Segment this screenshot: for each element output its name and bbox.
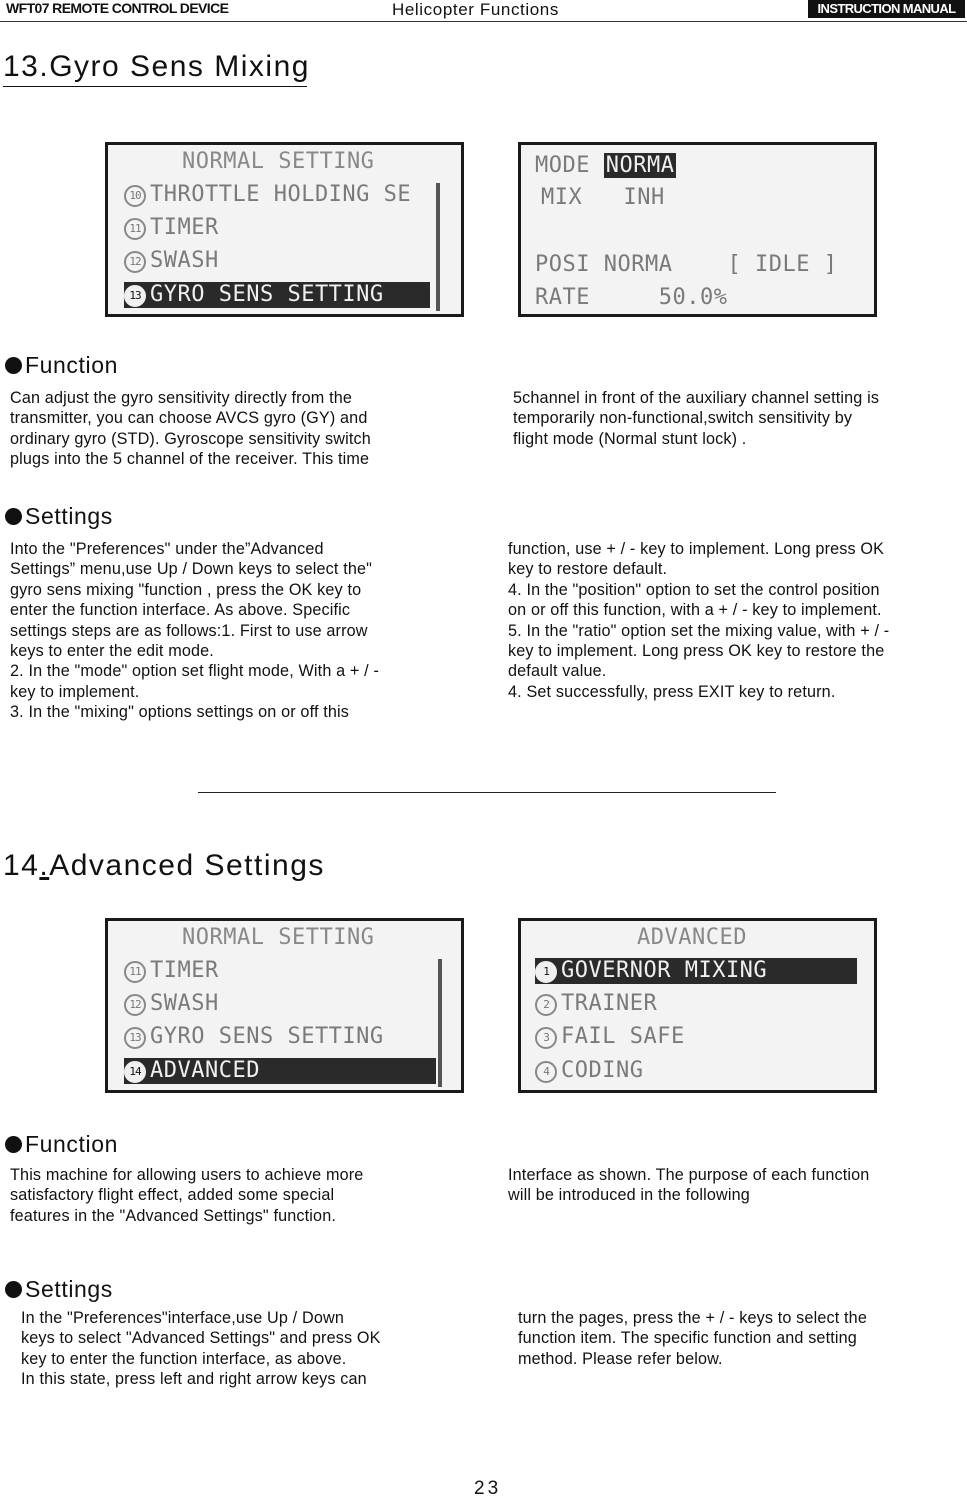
text-line: function, use + / - key to implement. Long press OK: [508, 540, 885, 558]
item-number-icon: 13: [124, 285, 146, 307]
mix-value: INH: [623, 185, 665, 210]
text-line: will be introduced in the following: [508, 1186, 750, 1205]
lcd-item-label: TIMER: [150, 215, 219, 240]
header-device-name: WFT07 REMOTE CONTROL DEVICE: [6, 0, 229, 16]
settings-text-left: [21, 1308, 381, 1390]
mode-label: MODE: [535, 153, 590, 178]
lcd-menu-item: [124, 248, 219, 274]
lcd-scrollbar: [436, 183, 440, 311]
text-line: on or off this function, with a + / - key to implement.: [508, 601, 882, 620]
text-line: function item. The specific function and setting: [518, 1329, 857, 1348]
item-number-icon: 11: [124, 961, 146, 983]
lcd-title: NORMAL SETTING: [182, 925, 375, 950]
text-line: settings steps are as follows:1. First to use arrow: [10, 621, 368, 640]
bullet-icon: [5, 1136, 22, 1153]
lcd-item-label: TRAINER: [561, 991, 658, 1016]
bracket-open: [: [727, 252, 742, 277]
mode-value: NORMA: [605, 153, 675, 178]
lcd-item-label: SWASH: [150, 991, 219, 1016]
text-line: In the "Preferences"interface,use Up / Down: [21, 1309, 344, 1327]
title-dot: .: [39, 849, 50, 882]
lcd-title: NORMAL SETTING: [182, 149, 375, 174]
settings-text-left: [10, 539, 379, 723]
function-text-left: [10, 388, 371, 470]
text-line: key to restore default.: [508, 560, 668, 579]
text-line: enter the function interface. As above. Specific: [10, 601, 351, 620]
lcd-item-label: SWASH: [150, 248, 219, 273]
lcd-rate-row: [535, 285, 727, 311]
function-text-right: [513, 388, 879, 449]
lcd-menu-item: [535, 1058, 643, 1084]
text-line: default value.: [508, 662, 607, 681]
lcd-item-label: FAIL SAFE: [561, 1024, 685, 1049]
text-line: key to enter the function interface, as above.: [21, 1349, 347, 1368]
text-line: In this state, press left and right arrow keys can: [21, 1370, 367, 1389]
posi-value: NORMA: [603, 252, 673, 277]
lcd-item-label: GOVERNOR MIXING: [561, 958, 768, 983]
text-line: 2. In the "mode" option set flight mode, With a + / -: [10, 662, 380, 681]
lcd-menu-item: [124, 215, 219, 241]
text-line: turn the pages, press the + / - keys to select the: [518, 1309, 867, 1327]
lcd-item-label: THROTTLE HOLDING SE: [150, 182, 412, 207]
text-line: This machine for allowing users to achieve more: [10, 1166, 364, 1184]
lcd-mode-row: [535, 153, 676, 179]
item-number-icon: 14: [124, 1061, 146, 1083]
text-line: 5. In the "ratio" option set the mixing value, with + / -: [508, 621, 890, 640]
item-number-icon: 4: [535, 1061, 557, 1083]
function-heading-label: Function: [25, 352, 119, 378]
text-line: Settings” menu,use Up / Down keys to select the": [10, 560, 373, 579]
item-number-icon: 1: [535, 961, 557, 983]
lcd-menu-item: [124, 991, 219, 1017]
bullet-icon: [5, 508, 22, 525]
text-line: Can adjust the gyro sensitivity directly from the: [10, 389, 353, 407]
item-number-icon: 10: [124, 185, 146, 207]
lcd-advanced-screen: [518, 918, 877, 1093]
bracket-close: ]: [823, 252, 838, 277]
text-line: ordinary gyro (STD). Gyroscope sensitivity switch: [10, 429, 371, 448]
text-line: method. Please refer below.: [518, 1349, 723, 1368]
section-13-title-underline: [3, 86, 307, 87]
item-number-icon: 3: [535, 1027, 557, 1049]
lcd-menu-item: [124, 958, 219, 984]
text-line: 5channel in front of the auxiliary channel setting is: [513, 389, 880, 407]
title-text: Advanced Settings: [49, 849, 325, 882]
text-line: transmitter, you can choose AVCS gyro (GY) and: [10, 409, 368, 428]
settings-heading: [5, 503, 113, 530]
item-number-icon: 12: [124, 251, 146, 273]
text-line: keys to enter the edit mode.: [10, 642, 214, 661]
header-rule: [0, 21, 967, 22]
lcd-menu-item-selected: [124, 1058, 436, 1084]
settings-heading-label: Settings: [25, 503, 113, 529]
lcd-title: ADVANCED: [637, 925, 747, 950]
section-13-title: 13.Gyro Sens Mixing: [3, 50, 310, 83]
text-line: Interface as shown. The purpose of each function: [508, 1166, 870, 1184]
header-section-title: Helicopter Functions: [392, 0, 559, 19]
rate-value: 50.0%: [658, 285, 728, 310]
section-14-title: [3, 849, 325, 883]
lcd-normal-setting-screen: [105, 142, 464, 317]
text-line: 3. In the "mixing" options settings on or off this: [10, 703, 350, 722]
text-line: features in the "Advanced Settings" function.: [10, 1206, 337, 1225]
settings-text-right: [508, 539, 889, 702]
item-number-icon: 11: [124, 218, 146, 240]
function-text-right: [508, 1165, 869, 1206]
item-number-icon: 12: [124, 994, 146, 1016]
bullet-icon: [5, 1281, 22, 1298]
text-line: flight mode (Normal stunt lock) .: [513, 429, 747, 448]
text-line: key to implement. Long press OK key to restore the: [508, 642, 885, 661]
lcd-menu-item-selected: [535, 958, 857, 984]
lcd-item-label: GYRO SENS SETTING: [150, 1024, 384, 1049]
lcd-menu-item: [124, 182, 411, 208]
function-heading: [5, 352, 118, 379]
bullet-icon: [5, 357, 22, 374]
lcd-gyro-sens-screen: [518, 142, 877, 317]
lcd-menu-item: [124, 1024, 384, 1050]
settings-heading: [5, 1276, 113, 1303]
posi-label: POSI: [535, 252, 590, 277]
text-line: satisfactory flight effect, added some special: [10, 1186, 335, 1205]
settings-heading-label: Settings: [25, 1276, 113, 1302]
text-line: Into the "Preferences" under the”Advanced: [10, 540, 324, 558]
lcd-mix-row: [541, 185, 665, 211]
lcd-item-label: GYRO SENS SETTING: [150, 282, 384, 307]
function-text-left: [10, 1165, 363, 1226]
function-heading-label: Function: [25, 1131, 119, 1157]
lcd-item-label: CODING: [561, 1058, 644, 1083]
lcd-item-label: TIMER: [150, 958, 219, 983]
lcd-normal-setting-screen: [105, 918, 464, 1093]
item-number-icon: 13: [124, 1027, 146, 1049]
item-number-icon: 2: [535, 994, 557, 1016]
settings-text-right: [518, 1308, 867, 1369]
posi-idle: IDLE: [754, 252, 810, 277]
lcd-item-label: ADVANCED: [150, 1058, 260, 1083]
page-number: 23: [474, 1478, 502, 1499]
text-line: key to implement.: [10, 682, 140, 701]
text-line: gyro sens mixing "function , press the OK key to: [10, 580, 362, 599]
lcd-menu-item-selected: [124, 282, 430, 308]
text-line: 4. In the "position" option to set the control position: [508, 580, 880, 599]
text-line: 4. Set successfully, press EXIT key to return.: [508, 682, 836, 701]
text-line: plugs into the 5 channel of the receiver. This time: [10, 450, 370, 469]
lcd-scrollbar: [438, 959, 442, 1087]
lcd-menu-item: [535, 991, 657, 1017]
header-manual-badge: INSTRUCTION MANUAL: [808, 0, 965, 18]
rate-label: RATE: [535, 285, 590, 310]
mix-label: MIX: [541, 185, 583, 210]
function-heading: [5, 1131, 118, 1158]
text-line: keys to select "Advanced Settings" and press OK: [21, 1329, 381, 1348]
section-divider: [198, 792, 776, 793]
lcd-posi-row: [535, 252, 837, 278]
lcd-menu-item: [535, 1024, 685, 1050]
title-number: 14: [3, 849, 40, 882]
text-line: temporarily non-functional,switch sensitivity by: [513, 409, 853, 428]
